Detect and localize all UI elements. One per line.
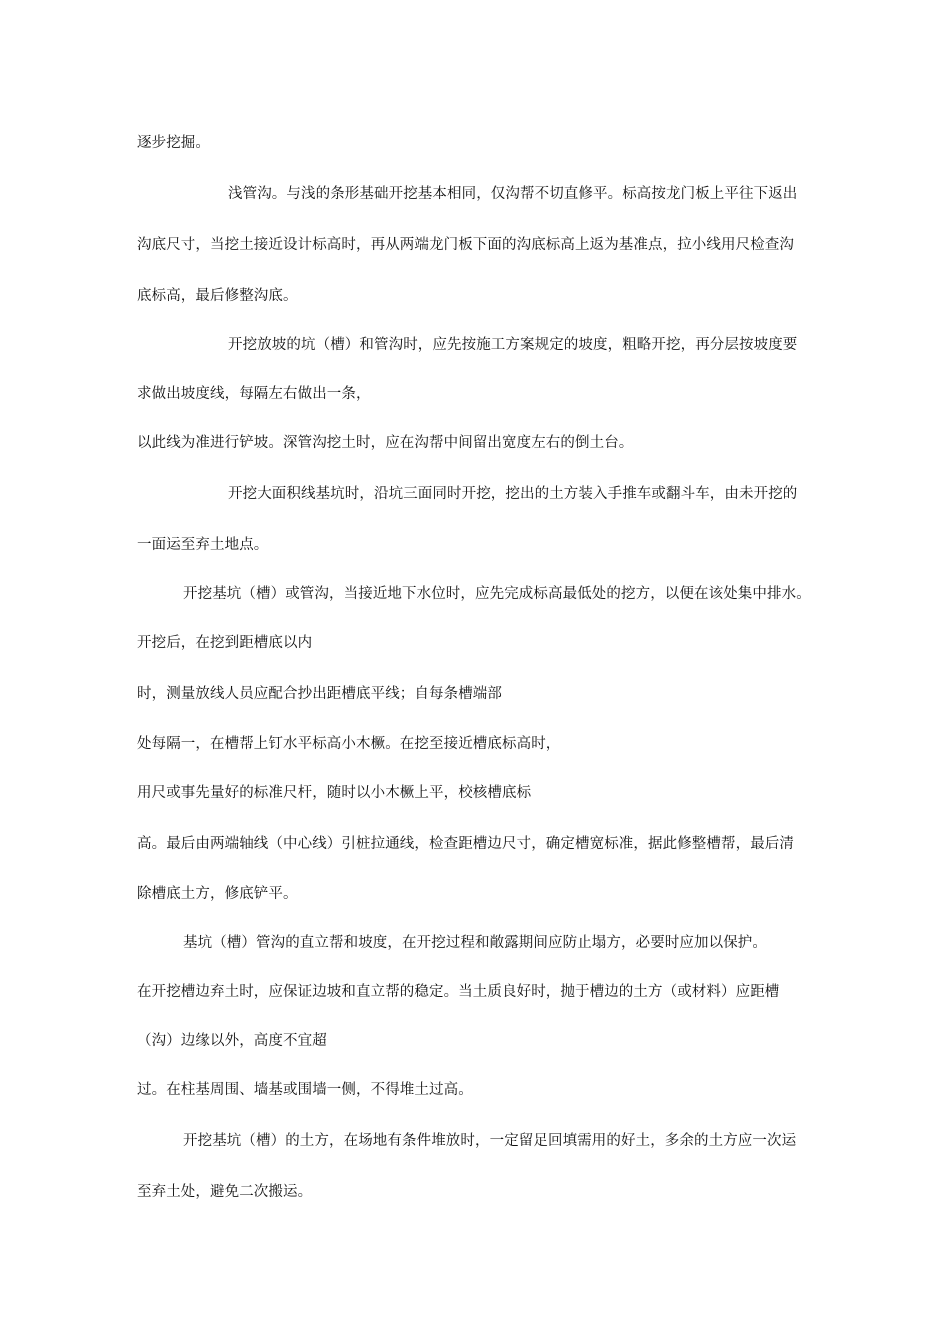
text-line: 底标高，最后修整沟底。 (137, 288, 298, 304)
paragraph-first-line: 开挖基坑（槽）或管沟，当接近地下水位时，应先完成标高最低处的挖方，以便在该处集中排水。 (183, 586, 811, 602)
paragraph-first-line: 开挖基坑（槽）的土方，在场地有条件堆放时，一定留足回填需用的好土，多余的土方应一次运 (183, 1133, 797, 1149)
text-line: 过。在柱基周围、墙基或围墙一侧，不得堆土过高。 (137, 1082, 473, 1098)
text-line: 用尺或事先量好的标准尺杆，随时以小木橛上平，校核槽底标 (137, 785, 532, 801)
paragraph-first-line: 基坑（槽）管沟的直立帮和坡度，在开挖过程和敞露期间应防止塌方，必要时应加以保护。 (183, 935, 767, 951)
text-line: 处每隔一，在槽帮上钉水平标高小木橛。在挖至接近槽底标高时， (137, 736, 561, 752)
text-line: 高。最后由两端轴线（中心线）引桩拉通线，检查距槽边尺寸，确定槽宽标准，据此修整槽帮，最后清 (137, 836, 794, 852)
text-line: 求做出坡度线，每隔左右做出一条， (137, 386, 371, 402)
paragraph-first-line: 开挖放坡的坑（槽）和管沟时，应先按施工方案规定的坡度，粗略开挖，再分层按坡度要 (228, 337, 798, 353)
paragraph-first-line: 浅管沟。与浅的条形基础开挖基本相同，仅沟帮不切直修平。标高按龙门板上平往下返出 (228, 186, 798, 202)
text-line: 至弃土处，避免二次搬运。 (137, 1184, 313, 1200)
text-line: 逐步挖掘。 (137, 135, 210, 151)
text-line: 在开挖槽边弃土时，应保证边坡和直立帮的稳定。当土质良好时，抛于槽边的土方（或材料）应距槽 (137, 984, 780, 1000)
text-line: 时，测量放线人员应配合抄出距槽底平线；自每条槽端部 (137, 686, 502, 702)
text-line: 一面运至弃土地点。 (137, 537, 269, 553)
paragraph-first-line: 开挖大面积线基坑时，沿坑三面同时开挖，挖出的土方装入手推车或翻斗车，由未开挖的 (228, 486, 798, 502)
text-line: 以此线为准进行铲坡。深管沟挖土时，应在沟帮中间留出宽度左右的倒土台。 (137, 435, 634, 451)
text-line: 除槽底土方，修底铲平。 (137, 886, 298, 902)
text-line: 沟底尺寸，当挖土接近设计标高时，再从两端龙门板下面的沟底标高上返为基准点，拉小线用尺检查沟 (137, 237, 794, 253)
text-line: 开挖后，在挖到距槽底以内 (137, 635, 313, 651)
text-line: （沟）边缘以外，高度不宜超 (137, 1033, 327, 1049)
